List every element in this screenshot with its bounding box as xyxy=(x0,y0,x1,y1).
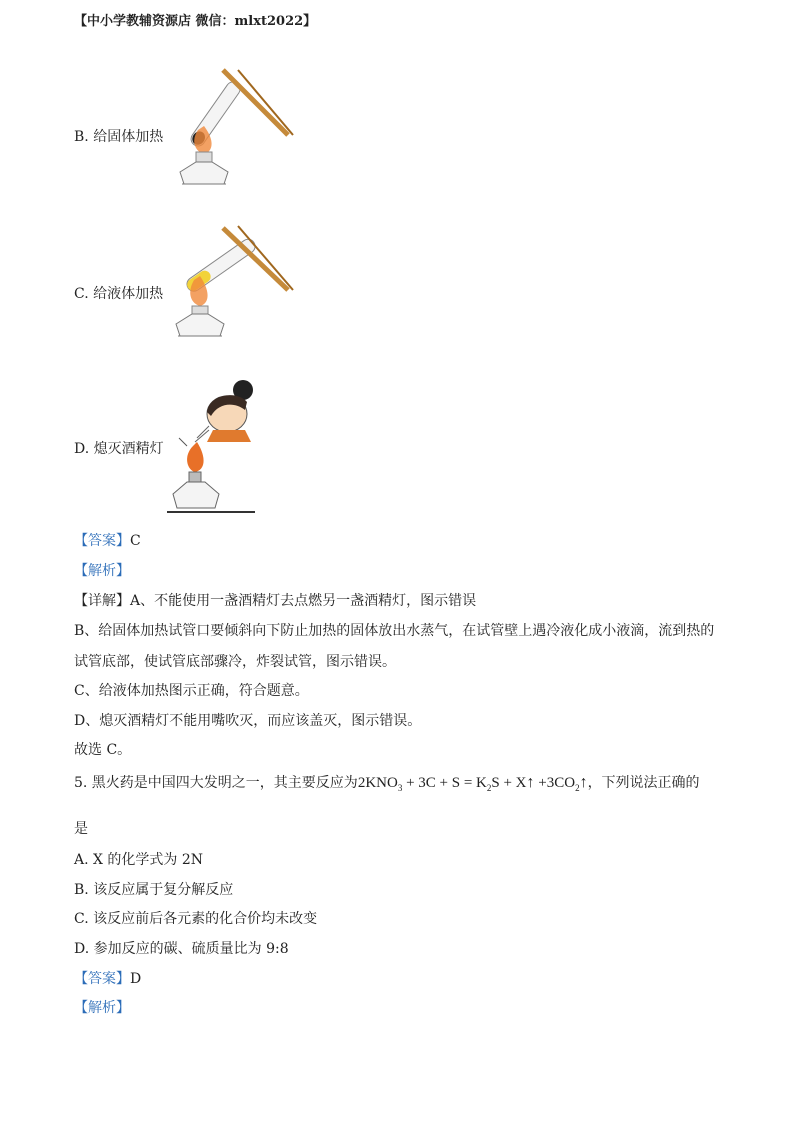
detail-b-line2: 试管底部，使试管底部骤冷，炸裂试管，图示错误。 xyxy=(74,654,396,670)
question-5-stem xyxy=(74,772,700,793)
q5-option-c: C. 该反应前后各元素的化合价均未改变 xyxy=(74,911,318,927)
analysis-tag-1: 【解析】 xyxy=(74,563,130,579)
question-5-prefix: 5. 黑火药是中国四大发明之一，其主要反应为 xyxy=(74,775,358,791)
analysis-tag-2: 【解析】 xyxy=(74,1000,130,1016)
answer-tag: 【答案】 xyxy=(74,971,130,987)
answer-tag: 【答案】 xyxy=(74,533,130,549)
answer-value: D xyxy=(130,971,142,987)
detail-a xyxy=(74,590,476,610)
page-header: 【中小学教辅资源店 微信：mlxt2022】 xyxy=(74,14,317,29)
chemical-equation: $2KNO_3 + 3C + S = K_2S$ + X↑ $+3CO_2↑$ xyxy=(357,774,588,793)
detail-b-line1: B、给固体加热试管口要倾斜向下防止加热的固体放出水蒸气，在试管壁上遇冷液化成小液滴，流到热的 xyxy=(74,623,715,639)
answer-value: C xyxy=(130,533,141,549)
q5-option-d: D. 参加反应的碳、硫质量比为 9:8 xyxy=(74,941,289,957)
detail-tag: 【详解】 xyxy=(74,593,130,609)
detail-c: C、给液体加热图示正确，符合题意。 xyxy=(74,683,309,699)
answer-1 xyxy=(74,530,141,550)
detail-conclusion: 故选 C。 xyxy=(74,742,132,758)
option-d-label: D. 熄灭酒精灯 xyxy=(74,441,164,457)
answer-2 xyxy=(74,968,141,988)
blowing-out-lamp-figure xyxy=(165,372,265,520)
option-b-label: B. 给固体加热 xyxy=(74,129,164,145)
q5-option-b: B. 该反应属于复分解反应 xyxy=(74,882,234,898)
q5-option-a: A. X 的化学式为 2N xyxy=(74,852,204,868)
gas-arrow-icon: ↑ xyxy=(526,774,535,791)
gas-arrow-icon: ↑ xyxy=(579,774,588,791)
solid-heating-figure xyxy=(168,60,298,190)
question-5-stem-cont: 是 xyxy=(74,821,88,837)
question-5-suffix: ，下列说法正确的 xyxy=(587,775,700,791)
detail-d: D、熄灭酒精灯不能用嘴吹灭，而应该盖灭，图示错误。 xyxy=(74,713,422,729)
option-c-label: C. 给液体加热 xyxy=(74,286,164,302)
liquid-heating-figure xyxy=(168,218,298,343)
detail-a-text: A、不能使用一盏酒精灯去点燃另一盏酒精灯，图示错误 xyxy=(130,593,477,609)
